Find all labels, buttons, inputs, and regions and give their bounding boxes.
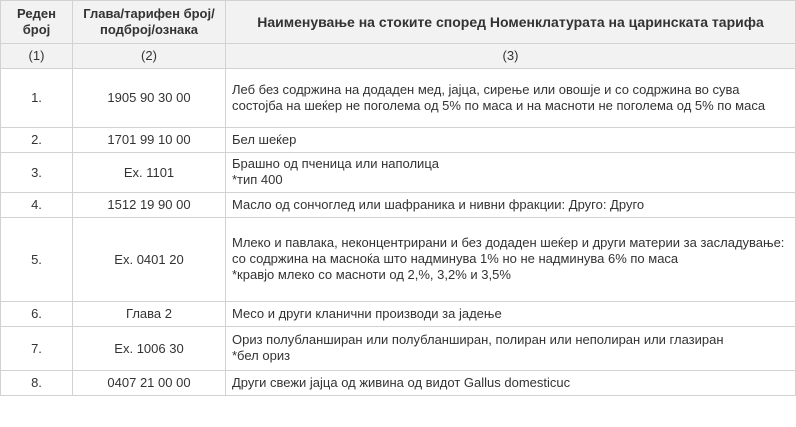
table-row [1, 128, 796, 153]
header-tariff-code [73, 1, 226, 44]
header-tariff-code-line-1: Глава/тарифен број/ [83, 6, 215, 21]
row-description-line: Ориз полубланширан или полубланширан, полиран или неполиран или глазиран [232, 332, 724, 347]
header-goods-description: Наименување на стоките според Номенклатурата на царинската тарифа [226, 1, 796, 44]
row-description [226, 371, 796, 396]
row-number: 4. [1, 193, 73, 218]
row-tariff-code: Ex. 1006 30 [73, 327, 226, 371]
table-row [1, 327, 796, 371]
row-description-line: Масло од сончоглед или шафраника и нивни фракции: Друго: Друго [232, 196, 645, 212]
row-description-line: Месо и други кланични производи за јадење [232, 305, 502, 321]
table-row [1, 153, 796, 193]
row-tariff-code: Ex. 0401 20 [73, 218, 226, 302]
row-number: 2. [1, 128, 73, 153]
row-description-line: Бел шеќер [232, 131, 297, 147]
table-row [1, 69, 796, 128]
row-tariff-code: 0407 21 00 00 [73, 371, 226, 396]
row-description-line: Брашно од пченица или наполица [232, 156, 439, 171]
row-description-line: Млеко и павлака, неконцентрирани и без додаден шеќер и други материи за засладување: со содржина на масноќа што надминува 1% но не надминува 6% по маса [232, 235, 785, 266]
row-description [226, 69, 796, 128]
row-tariff-code: Глава 2 [73, 302, 226, 327]
header-tariff-code-line-2: подброј/ознака [99, 22, 199, 37]
row-description-note: *тип 400 [232, 172, 283, 187]
table-header-row [1, 1, 796, 44]
row-number: 1. [1, 69, 73, 128]
table-row [1, 218, 796, 302]
table-row [1, 193, 796, 218]
row-description-note: *бел ориз [232, 348, 291, 363]
row-description [226, 193, 796, 218]
row-tariff-code: 1905 90 30 00 [73, 69, 226, 128]
row-number: 7. [1, 327, 73, 371]
row-number: 5. [1, 218, 73, 302]
row-description [226, 302, 796, 327]
subheader-col-3: (3) [226, 44, 796, 69]
row-number: 6. [1, 302, 73, 327]
row-tariff-code: 1512 19 90 00 [73, 193, 226, 218]
row-number: 3. [1, 153, 73, 193]
header-serial-number-line-1: Реден [17, 6, 56, 21]
row-description-line: Други свежи јајца од живина од видот Gallus domesticuc [232, 374, 571, 390]
subheader-col-2: (2) [73, 44, 226, 69]
table-row [1, 302, 796, 327]
row-description [226, 327, 796, 371]
subheader-col-1: (1) [1, 44, 73, 69]
row-tariff-code: 1701 99 10 00 [73, 128, 226, 153]
table-row [1, 371, 796, 396]
row-description-line: Леб без содржина на додаден мед, јајца, сирење или овошје и со содржина во сува состојба на шеќер не поголема од 5% по маса и на масноти не поголема од 5% по маса [232, 81, 766, 113]
row-number: 8. [1, 371, 73, 396]
row-description [226, 218, 796, 302]
header-serial-number [1, 1, 73, 44]
row-description [226, 153, 796, 193]
row-description [226, 128, 796, 153]
table-subheader-row [1, 44, 796, 69]
header-serial-number-line-2: број [22, 22, 51, 37]
row-description-note: *кравјо млеко со масноти од 2,%, 3,2% и 3,5% [232, 267, 511, 282]
row-tariff-code: Ex. 1101 [73, 153, 226, 193]
